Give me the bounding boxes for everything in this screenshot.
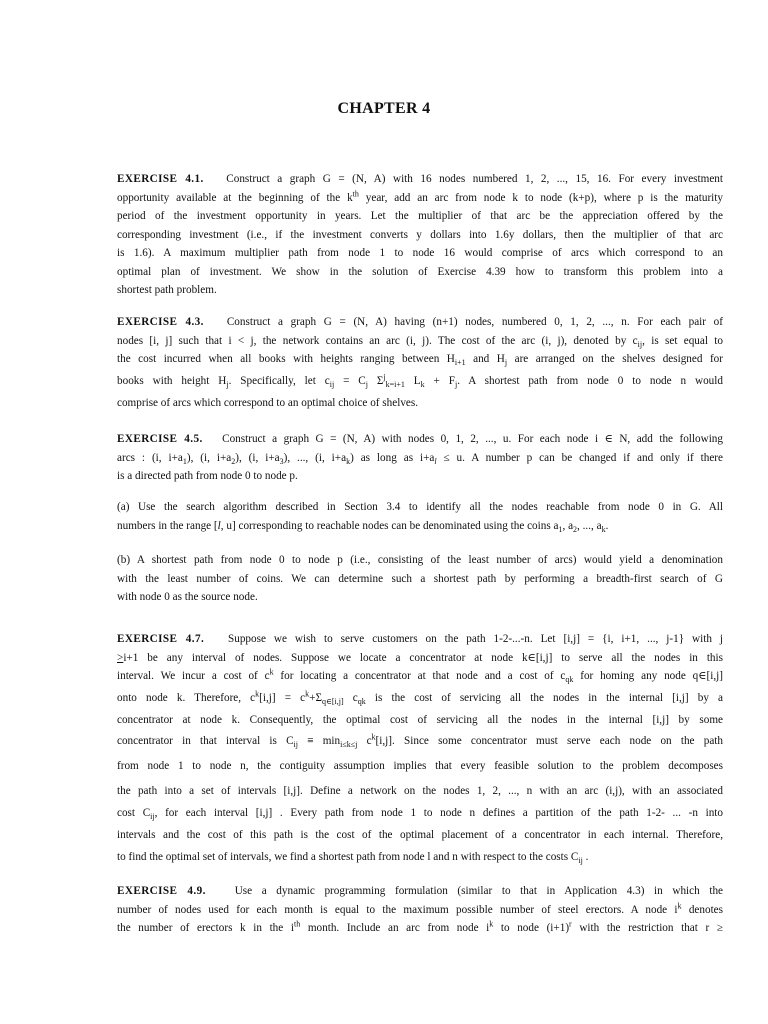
exercise-4-5-part-b: (b) A shortest path from node 0 to node p (i.e., consisting of the least number of arcs) would yield a denomination with the least number of coins. We can determine such a shortest path by performing a breadth-first search of G with node 0 as the source node. bbox=[117, 554, 723, 603]
exercise-heading: EXERCISE 4.9. bbox=[117, 885, 206, 897]
exercise-4-3: EXERCISE 4.3. Construct a graph G = (N, A) having (n+1) nodes, numbered 0, 1, 2, ..., n. For each pair of nodes [i, j] such that i < j, the network contains an arc (i, j). The cost of the arc (i, j), denoted by $c_{ij}$, is set equal to the cost incurred when all books with heights ranging between $H_{i+1}$ and $H_j$ are arranged on the shelves designed for books with height $H_j$. Specifically, let $c_{ij} = C_j$ $\Sigma^j_{k=i+1}$ $L_k + F_j$. A shortest path from node 0 to node n would comprise of arcs which correspond to an optimal choice of shelves. bbox=[117, 316, 724, 409]
exercise-4-7: EXERCISE 4.7. Suppose we wish to serve customers on the path 1-2-...-n. Let [i,j] = {i, i+1, ..., j-1} with j >i+1 be any interval of nodes. Suppose we locate a concentrator at node k∈[i,j] to serve all the nodes in this interval. We incur a cost of $c^k$ for locating a concentrator at that node and a cost of $c_{qk}$ for homing any node q∈[i,j] onto node k. Therefore, $c^k[i,j] = c^k+\Sigma_{q\in[i,j]}$ $c_{qk}$ is the cost of servicing all the nodes in the internal [i,j] by a concentrator at node k. Consequently, the optimal cost of servicing all the nodes in the internal [i,j] by some concentrator in that interval is $C_{ij} \equiv \min_{i\le k\le j} c^k[i,j]$. Since some concentrator must serve each node on the path from node 1 to node n, the contiguity assumption implies that every feasible solution to the problem decomposes the path into a set of intervals [i,j]. Define a network on the nodes 1, 2, ..., n with an arc (i,j), with an associated cost $C_{ij}$, for each interval [i,j] . Every path from node 1 to node n defines a partition of the path 1-2- ... -n into intervals and the cost of this path is the cost of the optimal placement of a concentrator in each internal. Therefore, to find the optimal set of intervals, we find a shortest path from node l and n with respect to the costs $C_{ij}$ . bbox=[117, 633, 724, 865]
chapter-title: CHAPTER 4 bbox=[337, 100, 431, 117]
exercise-heading: EXERCISE 4.1. bbox=[117, 173, 204, 185]
exercise-4-9: EXERCISE 4.9. Use a dynamic programming formulation (similar to that in Application 4.3) in which the number of nodes used for each month is equal to the maximum possible number of steel erectors. A node $i^k$ denotes the number of erectors k in the $i^{th}$ month. Include an arc from node $i^k$ to node $(i+1)^r$ with the restriction that r ≥ bbox=[117, 885, 724, 934]
exercise-4-1: EXERCISE 4.1. Construct a graph G = (N, A) with 16 nodes numbered 1, 2, ..., 15, 16. For every investment opportunity available at the beginning of the $k^{th}$ year, add an arc from node k to node (k+p), where p is the maturity period of the investment opportunity in years. Let the multiplier of that arc be the appreciation offered by the corresponding investment (i.e., if the investment converts y dollars into 1.6y dollars, then the multiplier of that arc is 1.6). A maximum multiplier path from node 1 to node 16 would comprise of arcs which correspond to an optimal plan of investment. We show in the solution of Exercise 4.39 how to transform this problem into a shortest path problem. bbox=[117, 173, 724, 296]
exercise-heading: EXERCISE 4.7. bbox=[117, 633, 205, 645]
exercise-heading: EXERCISE 4.3. bbox=[117, 316, 204, 328]
exercise-4-5-part-a: (a) Use the search algorithm described in Section 3.4 to identify all the nodes reachable from node 0 in G. All numbers in the range [l, u] corresponding to reachable nodes can be denominated using the coins $a_1$, $a_2$, ..., $a_k$. bbox=[117, 501, 723, 534]
exercise-heading: EXERCISE 4.5. bbox=[117, 433, 203, 445]
exercise-4-5: EXERCISE 4.5. Construct a graph G = (N, A) with nodes 0, 1, 2, ..., u. For each node i ∈ N, add the following arcs : (i, $i+a_1$), (i, $i+a_2$), (i, $i+a_3$), ..., (i, $i+a_k$) as long as $i+a_l \le u$. A number p can be changed if and only if there is a directed path from node 0 to node p. bbox=[117, 433, 723, 482]
